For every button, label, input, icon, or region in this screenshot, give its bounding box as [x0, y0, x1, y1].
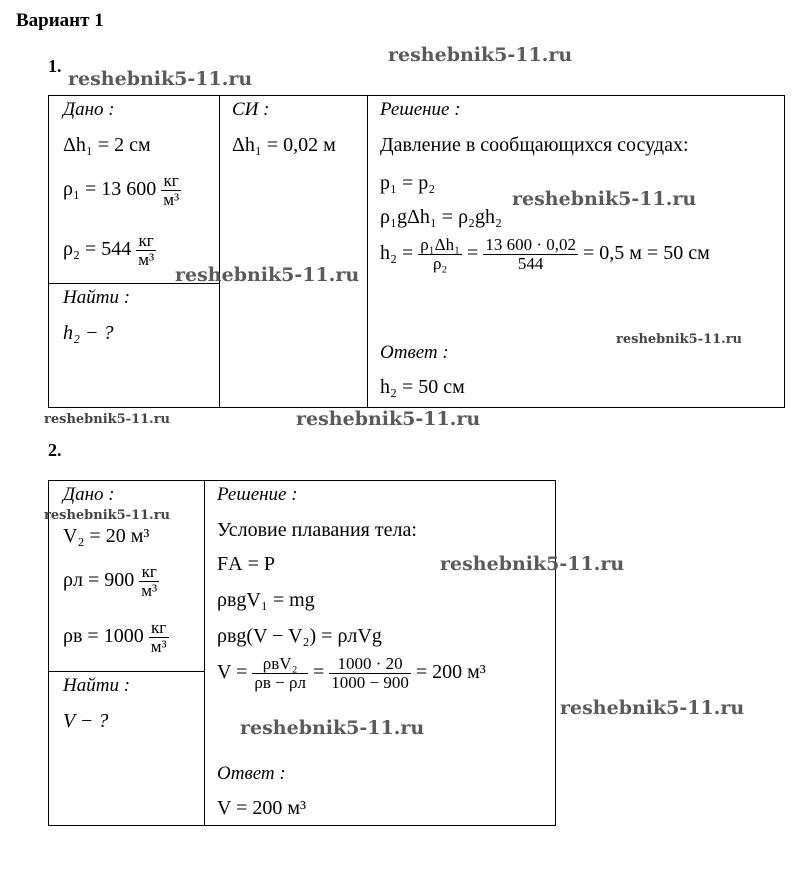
find-value: h₂ − ?	[63, 322, 114, 344]
watermark: reshebnik5-11.ru	[512, 188, 697, 210]
equation-1: FА = P	[217, 553, 275, 575]
watermark: reshebnik5-11.ru	[44, 412, 171, 427]
answer: h₂ = 50 см	[380, 376, 465, 398]
equation-4: V = $\frac{\text{ρвV₂}}{\rho в - \rho л}$ = $\frac{1000 \cdot 20}{1000 - 900}$ = 200 м³	[217, 654, 486, 692]
unit-fraction: $\frac{кг}{\text{м³}}$	[163, 171, 180, 209]
find-header: Найти :	[63, 675, 131, 696]
equation-3: ρвg(V − V₂) = ρлVg	[217, 625, 382, 647]
given-cell	[49, 96, 219, 283]
fraction: $\frac{13 600 \cdot 0,02}{544}$	[485, 235, 576, 273]
find-header: Найти :	[63, 287, 131, 308]
si-header: СИ :	[232, 99, 270, 120]
given-header: Дано :	[63, 484, 115, 505]
watermark: reshebnik5-11.ru	[388, 44, 573, 66]
solution-cell	[205, 481, 555, 825]
find-cell	[49, 672, 204, 825]
answer: V = 200 м³	[217, 797, 307, 819]
equation-1: p₁ = p₂	[380, 172, 436, 194]
equation-2: ρвgV₁ = mg	[217, 589, 315, 611]
equation-2: ρ₁gΔh₁ = ρ₂gh₂	[380, 206, 502, 228]
given-rho2: ρ₂ = 544 $\frac{кг}{\text{м³}}$	[63, 231, 155, 269]
unit-fraction: $\frac{кг}{\text{м³}}$	[141, 562, 158, 600]
unit-fraction: $\frac{кг}{\text{м³}}$	[138, 231, 155, 269]
fraction: $\frac{\text{ρвV₂}}{\rho в - \rho л}$	[254, 654, 306, 692]
solution-cell	[368, 96, 784, 407]
problem-2-table	[48, 480, 556, 826]
solution-text: Условие плавания тела:	[217, 519, 417, 541]
fraction: $\frac{1000 \cdot 20}{1000 - 900}$	[331, 654, 409, 692]
problem-1-number: 1.	[48, 56, 62, 76]
watermark: reshebnik5-11.ru	[175, 264, 360, 286]
problem-1-table	[48, 95, 785, 408]
si-value: Δh₁ = 0,02 м	[232, 134, 336, 156]
solution-header: Решение :	[380, 99, 461, 120]
solution-header: Решение :	[217, 484, 298, 505]
given-rho-l: ρл = 900 $\frac{кг}{\text{м³}}$	[63, 562, 158, 600]
watermark: reshebnik5-11.ru	[44, 508, 171, 523]
given-rho1: ρ₁ = 13 600 $\frac{кг}{\text{м³}}$	[63, 171, 180, 209]
find-value: V − ?	[63, 710, 109, 732]
watermark: reshebnik5-11.ru	[560, 697, 745, 719]
fraction: $\frac{\text{ρ₁Δh₁}}{\text{ρ₂}}$	[420, 235, 461, 273]
answer-header: Ответ :	[217, 763, 286, 784]
given-dh1: Δh₁ = 2 см	[63, 134, 151, 156]
si-cell	[220, 96, 367, 407]
given-v2: V₂ = 20 м³	[63, 525, 150, 547]
equation-3: h₂ = $\frac{\text{ρ₁Δh₁}}{\text{ρ₂}}$ = $\frac{13 600 \cdot 0,02}{544}$ = 0,5 м = 50 см	[380, 235, 710, 273]
given-header: Дано :	[63, 99, 115, 120]
find-cell	[49, 284, 219, 407]
watermark: reshebnik5-11.ru	[240, 717, 425, 739]
unit-fraction: $\frac{кг}{\text{м³}}$	[150, 618, 167, 656]
page-title: Вариант 1	[16, 10, 104, 31]
watermark: reshebnik5-11.ru	[296, 408, 481, 430]
solution-text: Давление в сообщающихся сосудах:	[380, 134, 689, 156]
watermark: reshebnik5-11.ru	[440, 553, 625, 575]
given-rho-v: ρв = 1000 $\frac{кг}{\text{м³}}$	[63, 618, 167, 656]
problem-2-number: 2.	[48, 440, 62, 460]
watermark: reshebnik5-11.ru	[616, 332, 743, 347]
answer-header: Ответ :	[380, 342, 449, 363]
watermark: reshebnik5-11.ru	[68, 68, 253, 90]
